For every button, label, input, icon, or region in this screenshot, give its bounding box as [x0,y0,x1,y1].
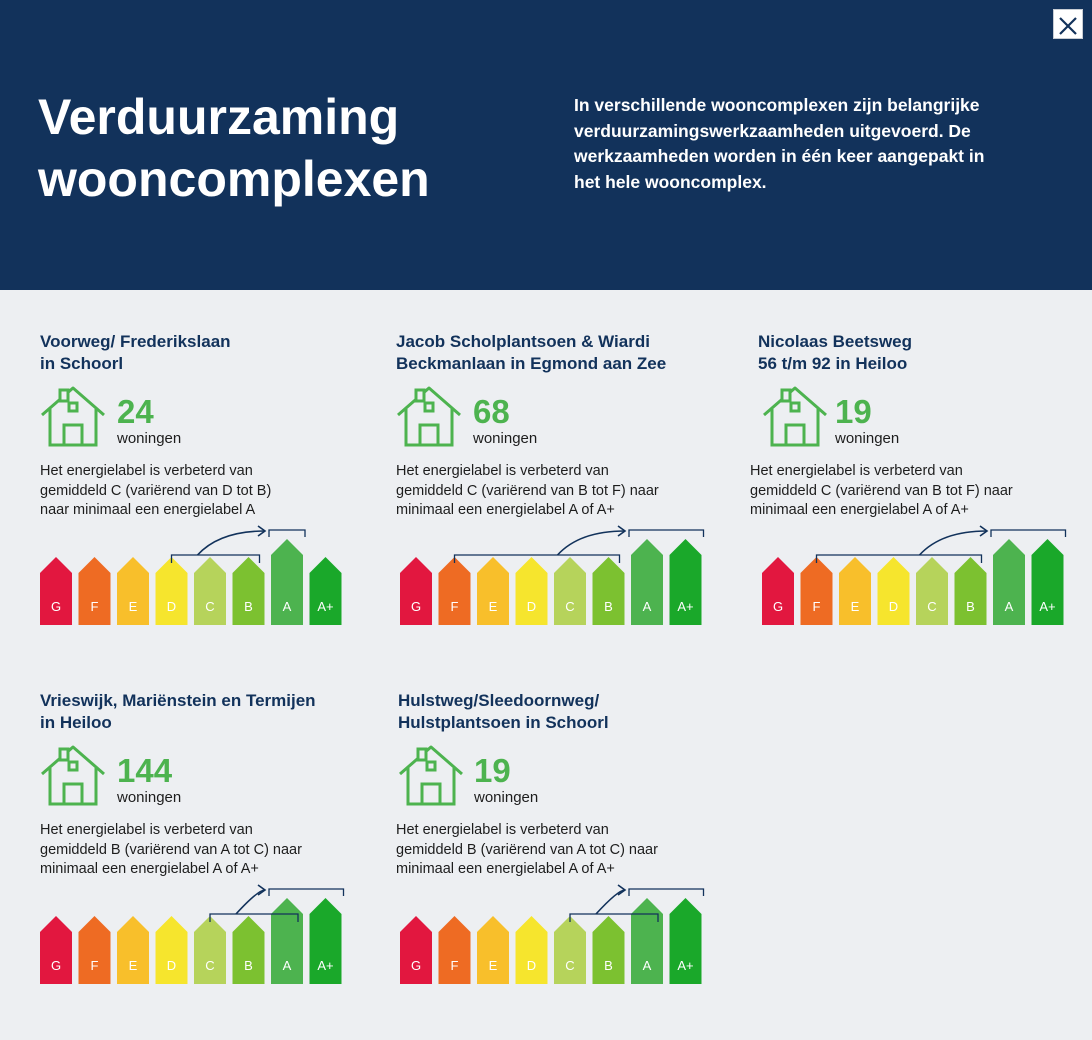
arrowhead-icon [618,885,625,895]
dwelling-unit: woningen [117,430,182,447]
current-range-bracket [455,555,620,563]
energy-bar-label: C [205,958,215,973]
energy-bar-b [593,557,625,625]
energy-bar-label: C [565,958,575,973]
energy-bar-f [801,557,833,625]
arrowhead-icon [258,885,265,895]
energy-bar-label: E [850,599,860,614]
energy-bar-label: A+ [1039,599,1056,614]
energy-label-chart [40,525,350,625]
energy-bar-g [400,916,432,984]
energy-bar-label: E [488,958,498,973]
dwelling-unit: woningen [117,789,182,806]
energy-bar-c [554,557,586,625]
target-range-bracket [269,889,344,896]
house-icon [396,385,462,447]
energy-label-chart [400,525,710,625]
energy-bar-label: A+ [677,958,694,973]
energy-bar-label: D [166,599,177,614]
house-icon [762,385,828,447]
energy-bar-c [554,916,586,984]
energy-bar-d [878,557,910,625]
energy-bar-label: A [642,958,652,973]
energy-bar-label: D [526,599,537,614]
energy-bar-label: B [604,958,613,973]
house-icon [40,744,106,806]
dwelling-unit: woningen [835,430,900,447]
energy-bar-f [79,916,111,984]
energy-bar-label: B [244,958,253,973]
intro-text: In verschillende wooncomplexen zijn belangrijke verduurzamingswerkzaamheden uitgevoerd. De werkzaamheden worden in één keer aangepakt in het hele wooncomplex. [574,95,985,192]
energy-bar-label: A [282,599,292,614]
energy-bar-label: E [128,599,138,614]
energy-bar-c [194,557,226,625]
energy-bar-label: A+ [317,599,334,614]
energy-bar-b [593,916,625,984]
energy-bar-label: G [410,599,422,614]
energy-bar-label: F [90,599,99,614]
energy-bar-f [439,916,471,984]
target-range-bracket [629,530,704,537]
complex-card [396,331,726,631]
complex-title: Hulstweg/Sleedoornweg/ Hulstplantsoen in Schoorl [398,691,609,732]
current-range-bracket [817,555,982,563]
energy-description: Het energielabel is verbeterd van gemiddeld B (variërend van A tot C) naar minimaal een energielabel A of A+ [396,822,658,877]
energy-bar-label: G [410,958,422,973]
energy-bar-label: F [90,958,99,973]
energy-bar-label: B [244,599,253,614]
energy-bar-g [762,557,794,625]
energy-bar-label: A [282,958,292,973]
energy-bar-label: D [526,958,537,973]
energy-bar-label: E [128,958,138,973]
energy-bar-a-plus [310,557,342,625]
energy-bar-b [233,916,265,984]
energy-bar-d [156,557,188,625]
energy-bar-e [117,557,149,625]
dwelling-count: 144 [117,752,173,789]
dwelling-unit: woningen [473,430,538,447]
improvement-arrow [920,531,988,555]
energy-bar-c [194,916,226,984]
energy-bar-e [477,916,509,984]
energy-bar-b [955,557,987,625]
page-header [0,0,1092,290]
energy-bar-label: C [927,599,937,614]
energy-bar-d [516,916,548,984]
page-title: Verduurzaming wooncomplexen [38,89,430,207]
energy-bar-d [156,916,188,984]
dwelling-count: 19 [474,752,511,789]
energy-bar-label: C [565,599,575,614]
energy-bar-g [40,557,72,625]
energy-bar-label: C [205,599,215,614]
energy-bar-label: A+ [677,599,694,614]
energy-bar-g [40,916,72,984]
energy-description: Het energielabel is verbeterd van gemiddeld C (variërend van D tot B) naar minimaal een energielabel A [40,463,272,518]
complex-card [398,690,728,990]
energy-description: Het energielabel is verbeterd van gemiddeld C (variërend van B tot F) naar minimaal een energielabel A of A+ [396,463,659,518]
target-range-bracket [629,889,704,896]
energy-bar-label: D [888,599,899,614]
energy-bar-label: B [604,599,613,614]
energy-bar-g [400,557,432,625]
dwelling-unit: woningen [474,789,539,806]
complex-title: Voorweg/ Frederikslaan in Schoorl [40,332,231,373]
energy-bar-e [117,916,149,984]
energy-bar-d [516,557,548,625]
house-icon [398,744,464,806]
energy-bar-label: G [772,599,784,614]
complex-title: Jacob Scholplantsoen & Wiardi Beckmanlaan in Egmond aan Zee [396,332,667,373]
complex-title: Nicolaas Beetsweg 56 t/m 92 in Heiloo [758,332,913,373]
energy-label-chart [40,884,350,984]
energy-label-chart [400,884,710,984]
energy-bar-c [916,557,948,625]
energy-bar-label: F [450,599,459,614]
energy-bar-label: D [166,958,177,973]
dwelling-count: 24 [117,393,154,430]
close-button[interactable] [1053,9,1083,39]
energy-bar-label: B [966,599,975,614]
energy-description: Het energielabel is verbeterd van gemiddeld B (variërend van A tot C) naar minimaal een energielabel A of A+ [40,822,302,877]
energy-bar-f [439,557,471,625]
complex-title: Vrieswijk, Mariënstein en Termijen in Heiloo [40,691,316,732]
energy-bar-e [839,557,871,625]
energy-bar-e [477,557,509,625]
improvement-arrow [558,531,626,555]
energy-bar-f [79,557,111,625]
energy-bar-label: G [50,958,62,973]
dwelling-count: 68 [473,393,510,430]
energy-bar-label: A+ [317,958,334,973]
dwelling-count: 19 [835,393,872,430]
energy-bar-b [233,557,265,625]
complex-card [40,690,370,990]
complex-card [40,331,370,631]
energy-bar-label: A [642,599,652,614]
energy-bar-label: G [50,599,62,614]
energy-bar-label: F [812,599,821,614]
energy-bar-label: F [450,958,459,973]
target-range-bracket [991,530,1066,537]
energy-label-chart [762,525,1072,625]
target-range-bracket [269,530,305,537]
complex-card [750,331,1088,631]
close-icon [1057,15,1079,37]
energy-bar-label: E [488,599,498,614]
improvement-arrow [198,531,266,555]
energy-description: Het energielabel is verbeterd van gemiddeld C (variërend van B tot F) naar minimaal een energielabel A of A+ [750,463,1013,518]
house-icon [40,385,106,447]
energy-bar-label: A [1004,599,1014,614]
